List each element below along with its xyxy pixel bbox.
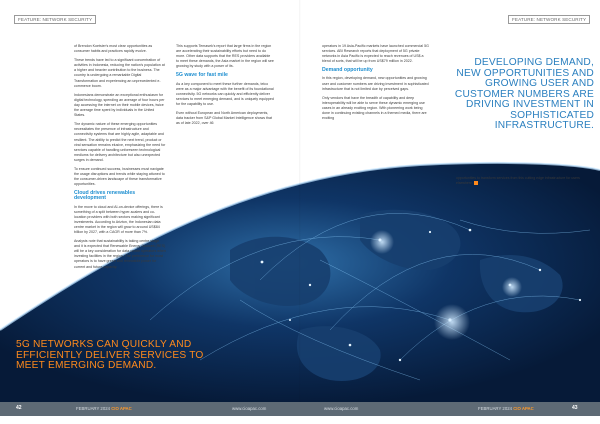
page-gutter (299, 0, 301, 402)
paragraph: As a key component to meet these further demands, telco were as a major advantage with the benefit of its foundational connectivity. 5G networks can quickly and efficiently deliver services to meet emerging demand, and is uniquely equipped for the capability to use. (176, 81, 274, 106)
section-tag-right: FEATURE: NETWORK SECURITY (508, 15, 590, 24)
side-note-text: opportunities to transform services from this cutting edge infrastructure for users elsewhere. (456, 176, 580, 185)
paragraph: These trends have led to a significant concentration of activities in Indonesia, reducing the nation's population at a higher and heavier contribution to the business. The country is undergoing a remarkable Digital Transformation and experiencing an unprecedented e-commerce boom. (74, 58, 165, 88)
article-column-3 (322, 44, 430, 125)
paragraph: In the move to cloud and AI-on-device offerings, there is something of a split between hyper-scalers and co-location providers with both sectors making significant investments. According to Arizton, the Indonesian data centre market in the region will grow to around US$84 billion by 2027, with a CAGR of more than 7%. (74, 204, 163, 234)
footer-site-left[interactable]: www.cioapac.com (232, 405, 267, 411)
footer-month: FEBRUARY 2024 (76, 405, 110, 411)
footer-brand: CIO APAC (513, 405, 534, 411)
paragraph: The dynamic nature of these emerging opportunities necessitates the presence of infrastructure and connectivity systems that are highly agile, adaptable and resilient. The ability to predict the next trend, product or viral sensation remains elusive, emphasizing the need for services capable of handling unforeseen technological mediums for delivery architecture but also unexpected surges in demand. (74, 122, 166, 162)
end-mark-icon (474, 181, 478, 185)
paragraph: In this region, developing demand, new opportunities and growing user and customer numbers are driving investment in sophisticated infrastructure that is not limited due by perceived gaps. (322, 76, 429, 91)
subheading: Demand opportunity (322, 67, 373, 74)
pull-quote-left: 5G NETWORKS CAN QUICKLY AND EFFICIENTLY DELIVER SERVICES TO MEET EMERGING DEMAND. (16, 339, 204, 371)
paragraph: of Brendon Koetsier's most clear opportunities as consumer habits and practices rapidly evolve. (74, 44, 153, 54)
pull-quote-right: DEVELOPING DEMAND, NEW OPPORTUNITIES AND GROWING USER AND CUSTOMER NUMBERS ARE DRIVING INVESTMENT IN SOPHISTICATED INFRASTRUCTURE. (454, 57, 594, 131)
footer-issue-right (478, 406, 534, 412)
subheading: 5G wave for fast mile (176, 72, 228, 79)
paragraph: Indonesians demonstrate an exceptional enthusiasm for digital technology, spending an average of four hours per day accessing the internet on their mobile devices, twice the average time spent by individuals in the United States. (74, 92, 165, 118)
page-number-left: 42 (16, 405, 22, 411)
paragraph: Even without European and North American deployments, data tracker from S&P Global Market Intelligence shows that as of late 2022, over 46 (176, 111, 273, 126)
article-column-2 (176, 44, 274, 130)
footer-month: FEBRUARY 2024 (478, 405, 512, 411)
footer-site-right[interactable]: www.cioapac.com (324, 405, 359, 411)
paragraph: To ensure continued success, businesses must navigate the usage disruptions and trends while staying attuned to the consumer-driven landscape of these transformative opportunities. (74, 166, 165, 187)
side-note (456, 176, 596, 186)
subheading: Cloud drives renewables development (74, 190, 136, 202)
paragraph: This supports Temasek's report that large firms in the region are accelerating their sustainability efforts but need to do more. Other data supports that the RES providers available to meet these demands, the Asia market in the region will see growing by study with a power of its. (176, 44, 274, 69)
paragraph: Only vendors that have the breadth of capability and deep interoperability will be able to serve these dynamic emerging use cases in an already exciting region. With pioneering work being done in continuing existing channels in a themed media, there are exciting (322, 95, 427, 121)
paragraph: operators in 19 Asia-Pacific markets have launched commercial 5G services. ABI Research reports that deployment of 5G private networks in Asia Pacific is expected to reach revenues of US$ a blend of sorts, that will be up from US$79 million in 2022. (322, 44, 429, 64)
page-number-right: 43 (572, 405, 578, 411)
paragraph: Analysts note that sustainability is taking centre stage and it is expected that Renewable Energy Sources (RES) will be a key consideration for data centre operators when investing facilities in the region. The preference for most operators is to have green and renewable power for current and future capacity. (74, 239, 166, 269)
section-tag-left: FEATURE: NETWORK SECURITY (14, 15, 96, 24)
article-column-1 (74, 44, 166, 274)
footer-brand: CIO APAC (111, 405, 132, 411)
footer-issue-left (76, 406, 132, 412)
